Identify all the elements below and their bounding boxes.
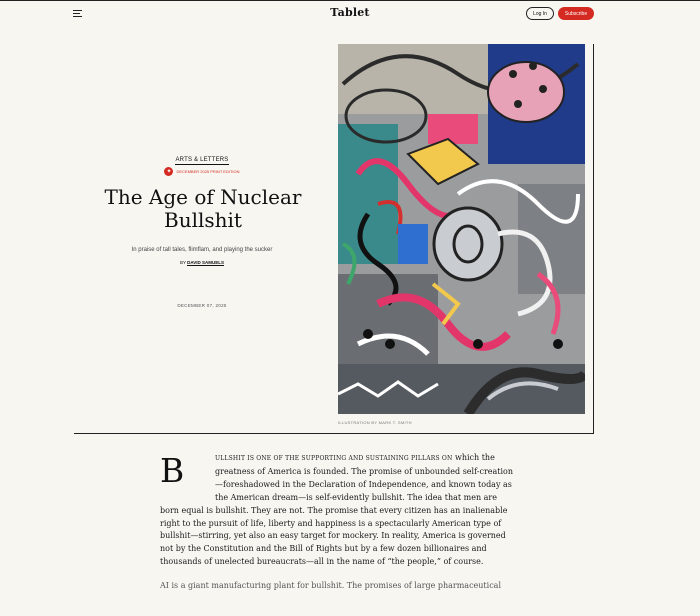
login-button[interactable]: Log In (526, 7, 554, 20)
article-dek: In praise of tall tales, flimflam, and playing the sucker (131, 247, 273, 253)
paragraph-text: which the greatness of America is founded. The promise of unbounded self-creation—foreshadowed in the Declaration of Independence, and known today as the American dream—is self-evidently bullshit. The idea that men are born equal is bullshit. They are not. The promise that every citizen has an inalienable right to the pursuit of life, liberty and happiness is a spectacularly American type of bullshit—stirring, yet also an easy target for mockery. In reality, America is governed not by the Constitution and the Bill of Rights but by a few dozen billionaires and thousands of unelected bureaucrats—all in the name of “the people,” of course. (160, 453, 514, 567)
article-paragraph: AI is a giant manufacturing plant for bullshit. The promises of large pharmaceutical (160, 581, 502, 591)
publish-date: DECEMBER 07, 2025 (177, 303, 227, 308)
author-link[interactable]: DAVID SAMUELS (187, 260, 225, 265)
article-title: The Age of Nuclear Bullshit (104, 185, 302, 232)
hamburger-menu-icon[interactable] (73, 10, 82, 18)
site-logo[interactable]: Tablet (330, 6, 370, 19)
byline (74, 260, 330, 265)
article-body (160, 452, 515, 593)
article-paragraph (160, 452, 515, 569)
subscribe-button[interactable]: Subscribe (558, 7, 594, 20)
article-hero (74, 44, 594, 434)
article-header (74, 44, 338, 434)
section-link[interactable]: ARTS & LETTERS (175, 157, 229, 163)
magazine-edition-icon: ✦ (166, 169, 172, 175)
drop-cap: B (160, 451, 185, 490)
site-header (0, 0, 700, 27)
section-label (74, 157, 330, 163)
edition-label (74, 167, 330, 176)
hero-illustration (338, 44, 585, 414)
byline-prefix: BY (179, 260, 186, 265)
illustration-credit: ILLUSTRATION BY MARK T. SMITH (338, 420, 412, 425)
edition-text[interactable]: DECEMBER 2025 PRINT EDITION (176, 169, 240, 174)
lead-in: ULLSHIT IS ONE OF THE SUPPORTING AND SUSTAINING PILLARS ON (215, 455, 453, 462)
